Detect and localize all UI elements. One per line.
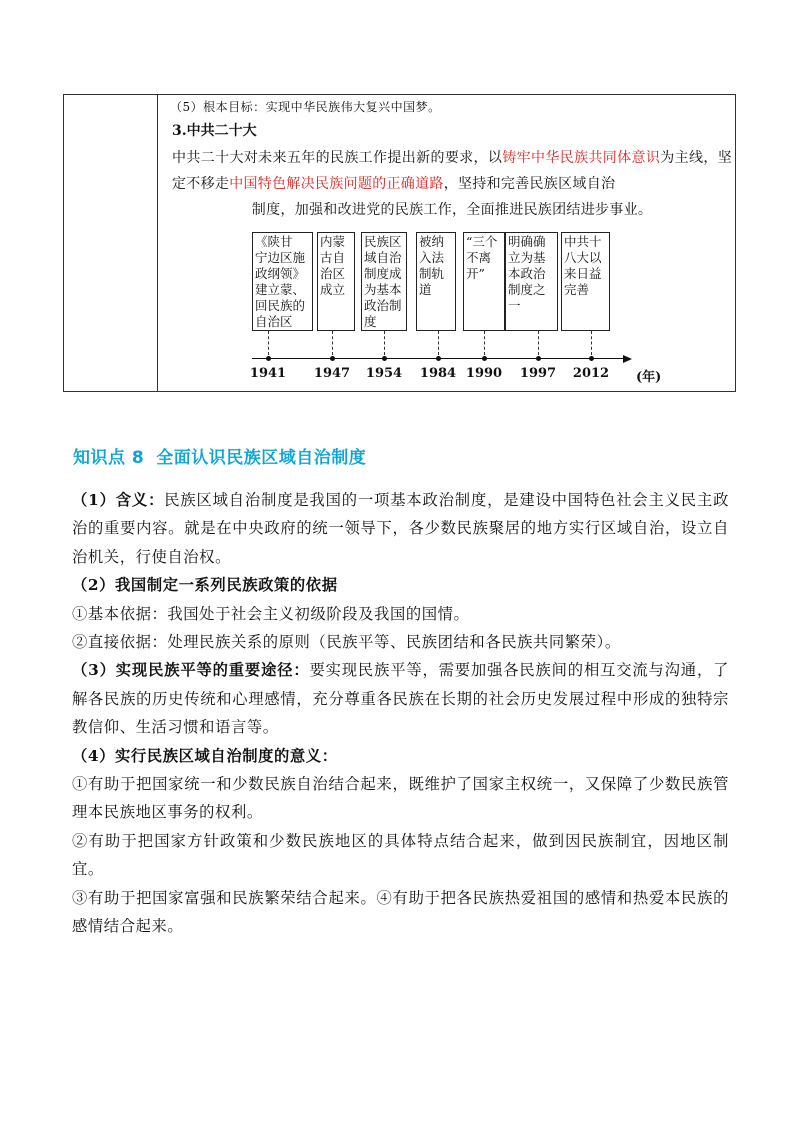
- cpc-highlight-2: 中国特色解决民族问题的正确道路: [229, 176, 444, 192]
- section-number: 知识点 8: [73, 448, 145, 468]
- timeline-tick: [382, 356, 387, 361]
- cpc-text-1: 中共二十大对未来五年的民族工作提出新的要求，以: [172, 150, 503, 166]
- cpc-text-4: 制度，加强和改进党的民族工作，全面推进民族团结进步事业。: [251, 202, 653, 218]
- timeline-tick: [589, 356, 594, 361]
- timeline-event-box: 明确确 立为基 本政治 制度之 一: [505, 232, 558, 331]
- timeline-tick: [330, 356, 335, 361]
- timeline-event-box: 《陕甘 宁边区施 政纲领》 建立蒙、 回民族的 自治区: [252, 232, 313, 331]
- timeline-year: 2012: [572, 366, 610, 381]
- timeline-connector: [268, 331, 269, 355]
- cpc-highlight-1: 铸牢中华民族共同体意识: [502, 150, 661, 166]
- paragraph-basic-basis: ①基本依据：我国处于社会主义初级阶段及我国的国情。: [72, 604, 470, 623]
- timeline-connector: [538, 331, 539, 355]
- section-heading: 全面认识民族区域自治制度: [156, 448, 367, 468]
- timeline-event-box: 内蒙 古自 治区 成立: [317, 232, 355, 331]
- autonomy-timeline: [186, 230, 662, 390]
- timeline-tick: [266, 356, 271, 361]
- timeline-arrow: [623, 355, 632, 363]
- paragraph-meaning: [72, 486, 729, 571]
- equality-text: 要实现民族平等，需要加强各民族间的相互交流与沟通，了解各民族的历史传统和心理感情，充分尊重各民族在长期的社会历史发展过程中形成的独特宗教信仰、生活习惯和语言等。: [72, 661, 729, 737]
- timeline-year: 1941: [249, 366, 287, 381]
- basis-label: （2）我国制定一系列民族政策的依据: [72, 576, 338, 595]
- timeline-connector: [484, 331, 485, 355]
- paragraph-significance-1: ①有助于把国家统一和少数民族自治结合起来，既维护了国家主权统一，又保障了少数民族管理本民族地区事务的权利。: [72, 775, 729, 822]
- meaning-label: （1）含义：: [72, 491, 165, 509]
- timeline-connector: [438, 331, 439, 355]
- timeline-event-box: 被纳 入法 制轨 道: [416, 232, 456, 331]
- timeline-event-box: 民族区 域自治 制度成 为基本 政治制 度: [361, 232, 407, 331]
- timeline-year: 1997: [519, 366, 557, 381]
- paragraph-significance-2: ②有助于把国家方针政策和少数民族地区的具体特点结合起来，做到因民族制宜，因地区制宜。: [72, 831, 729, 879]
- section-body: [72, 486, 729, 941]
- timeline-year: 1990: [465, 366, 503, 381]
- timeline-year: 1954: [365, 366, 403, 381]
- timeline-year: 1984: [419, 366, 457, 381]
- timeline-connector: [591, 331, 592, 355]
- timeline-tick: [436, 356, 441, 361]
- timeline-tick: [482, 356, 487, 361]
- paragraph-equality: [72, 656, 729, 741]
- paragraph-direct-basis: ②直接依据：处理民族关系的原则（民族平等、民族团结和各民族共同繁荣）。: [72, 633, 621, 652]
- cpc-heading: 3.中共二十大: [172, 123, 257, 139]
- timeline-year: 1947: [313, 366, 351, 381]
- significance-label: （4）实行民族区域自治制度的意义：: [72, 746, 338, 765]
- section-title: [73, 443, 366, 468]
- cpc-paragraph: [172, 145, 732, 223]
- timeline-connector: [384, 331, 385, 355]
- meaning-text: 民族区域自治制度是我国的一项基本政治制度，是建设中国特色社会主义民主政治的重要内容。就是在中央政府的统一领导下，各少数民族聚居的地方实行区域自治，设立自治机关，行使自治权。: [72, 491, 729, 566]
- equality-label: （3）实现民族平等的重要途径：: [72, 661, 310, 680]
- paragraph-significance-heading: [72, 742, 729, 770]
- cpc-text-2: 为主线，坚定不移走: [172, 150, 732, 192]
- timeline-event-box: 中共十 八大以 来日益 完善: [561, 232, 610, 331]
- goal-line: （5）根本目标：实现中华民族伟大复兴中国梦。: [170, 100, 441, 114]
- timeline-unit: (年): [636, 370, 662, 385]
- cpc-text-3: ，坚持和完善民族区域自治: [443, 176, 616, 192]
- timeline-connector: [332, 331, 333, 355]
- paragraph-significance-3: ③有助于把国家富强和民族繁荣结合起来。④有助于把各民族热爱祖国的感情和热爱本民族的感情结合起来。: [72, 888, 729, 936]
- paragraph-basis-heading: [72, 571, 729, 599]
- timeline-tick: [536, 356, 541, 361]
- timeline-event-box: “三个 不离 开”: [463, 232, 505, 331]
